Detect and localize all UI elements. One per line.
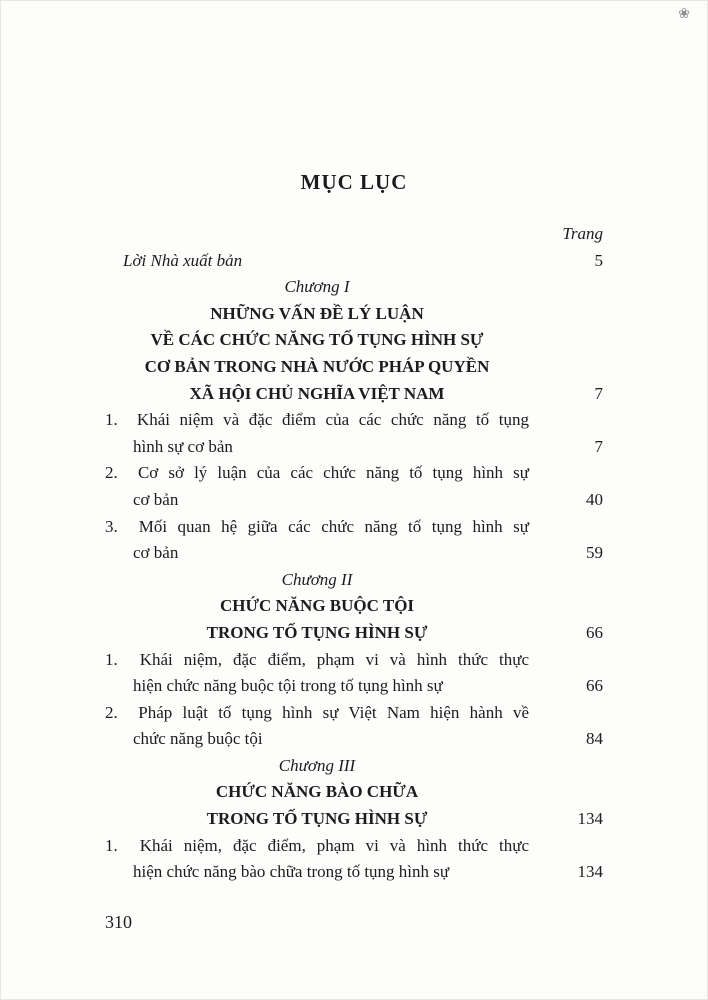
chapter-title-row [105,301,603,328]
chapter-title-line: CƠ BẢN TRONG NHÀ NƯỚC PHÁP QUYỀN [144,356,490,376]
toc-item-line [105,647,603,674]
toc-item-line [105,407,603,434]
toc-entry-text: hiện chức năng buộc tội trong tố tụng hình sự [133,676,443,696]
chapter-title-row [105,779,603,806]
chapter-title-row [105,806,603,833]
chapter-title-line: TRONG TỐ TỤNG HÌNH SỰ [206,622,428,642]
toc-page-number: 134 [577,809,603,829]
toc-item-line [105,487,603,514]
chapter-label-row [105,567,603,594]
toc-item-line [105,540,603,567]
chapter-title-line: CHỨC NĂNG BÀO CHỮA [215,782,419,802]
toc-page-number: 40 [586,489,603,509]
chapter-title-row [105,593,603,620]
toc-page-number: 7 [594,436,603,456]
page-title: MỤC LỤC [300,170,408,194]
toc-page-number: 5 [594,250,603,270]
chapter-label-row [105,753,603,780]
toc-entry-text: hiện chức năng bào chữa trong tố tụng hình sự [133,862,450,882]
toc-page-number: 84 [586,729,603,749]
chapter-label: Chương II [281,569,353,589]
chapter-title-line: XÃ HỘI CHỦ NGHĨA VIỆT NAM [189,383,445,403]
toc-item-line [105,726,603,753]
chapter-title-line: CHỨC NĂNG BUỘC TỘI [219,596,415,616]
toc-page-number: 7 [594,383,603,403]
chapter-title-line: VỀ CÁC CHỨC NĂNG TỐ TỤNG HÌNH SỰ [150,330,484,350]
trang-label: Trang [562,224,603,243]
chapter-title-line: NHỮNG VẤN ĐỀ LÝ LUẬN [210,303,424,323]
chapter-label: Chương III [278,755,356,775]
toc-item-line [105,700,603,727]
toc-item-line [105,673,603,700]
folio-page-number: 310 [105,912,132,932]
chapter-title-row [105,381,603,408]
toc-page-number: 59 [586,543,603,563]
chapter-title-row [105,620,603,647]
toc-entry-text: 1. Khái niệm và đặc điểm của các chức năng tố tụng [105,410,529,430]
toc-entry-text: 3. Mối quan hệ giữa các chức năng tố tụng hình sự [105,516,529,536]
toc-entry-text: 2. Cơ sở lý luận của các chức năng tố tụng hình sự [105,463,529,483]
toc-entry-text: 2. Pháp luật tố tụng hình sự Việt Nam hiện hành về [105,702,529,722]
toc-item-line [105,434,603,461]
toc-page-number: 134 [577,862,603,882]
toc-entry-text: hình sự cơ bản [133,436,233,456]
toc-entry-text: cơ bản [133,543,179,563]
toc-entry-text: cơ bản [133,489,179,509]
toc-entry-text: Lời Nhà xuất bản [123,250,243,270]
table-of-contents [105,221,603,886]
toc-page-number: 66 [586,676,603,696]
toc-item-line [105,514,603,541]
chapter-title-line: TRONG TỐ TỤNG HÌNH SỰ [206,809,428,829]
toc-entry-text: 1. Khái niệm, đặc điểm, phạm vi và hình thức thực [105,649,529,669]
toc-column-header [105,221,603,248]
toc-item-line [105,460,603,487]
toc-page-number: 66 [586,622,603,642]
toc-entry-text: chức năng buộc tội [133,729,263,749]
toc-entry-text: 1. Khái niệm, đặc điểm, phạm vi và hình thức thực [105,835,529,855]
chapter-label: Chương I [284,277,350,297]
toc-item-line [105,859,603,886]
chapter-title-row [105,354,603,381]
chapter-label-row [105,274,603,301]
toc-row-frontmatter [105,248,603,275]
toc-item-line [105,833,603,860]
chapter-title-row [105,327,603,354]
flower-ornament-icon: ❀ [678,7,690,22]
